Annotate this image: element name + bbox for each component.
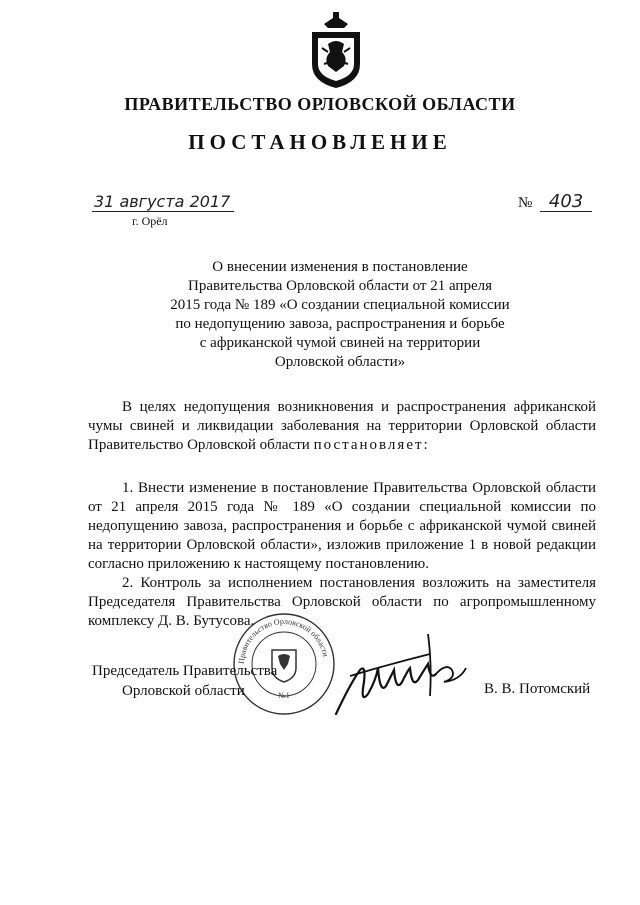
coat-of-arms-emblem <box>304 12 368 90</box>
handwritten-signature <box>330 624 470 724</box>
resolves-word: постановляет: <box>313 437 430 453</box>
document-number <box>518 193 592 212</box>
subject-line: Орловской области» <box>274 354 406 370</box>
subject-line: О внесении изменения в постановление <box>212 259 468 275</box>
handwritten-date: 31 августа 2017 <box>92 193 234 212</box>
intro-text: В целях недопущения возникновения и распространения африканской чумы свиней и ликвидации заболевания на территории Орловской области Правительство Орловской области <box>88 399 596 453</box>
subject-line: Правительства Орловской области от 21 апреля <box>188 278 492 294</box>
city-label: г. Орёл <box>132 214 168 228</box>
position-line-2: Орловской области <box>122 683 245 699</box>
stamp-number: №1 <box>278 691 290 700</box>
subject-line: 2015 года № 189 «О создании специальной комиссии <box>170 297 510 313</box>
subject-line: по недопущению завоза, распространения и борьбе <box>175 316 505 332</box>
signatory-name: В. В. Потомский <box>484 681 591 697</box>
document-subject <box>140 258 540 372</box>
number-label: № <box>518 195 533 211</box>
document-type-title: ПОСТАНОВЛЕНИЕ <box>188 130 452 154</box>
item-2-paragraph: 2. Контроль за исполнением постановления возложить на заместителя Председателя Правительства Орловской области по агропромышленному комплексу Д. В. Бутусова. <box>88 575 596 629</box>
item-1-paragraph: 1. Внести изменение в постановление Правительства Орловской области от 21 апреля 2015 года № 189 «О создании специальной комиссии по недопущению завоза, распространения и борьбе с африканской чумой свиней на территории Орловской области», изложив приложение 1 в новой редакции согласно приложению к настоящему постановлению. <box>88 480 596 572</box>
stamp-text: Правительство Орловской области <box>236 616 331 665</box>
handwritten-number: 403 <box>540 193 592 212</box>
subject-line: с африканской чумой свиней на территории <box>199 335 481 351</box>
signatory-position <box>92 661 277 701</box>
position-line-1: Председатель Правительства <box>92 663 278 679</box>
government-title: ПРАВИТЕЛЬСТВО ОРЛОВСКОЙ ОБЛАСТИ <box>124 94 516 114</box>
intro-paragraph <box>88 398 596 455</box>
document-body <box>88 398 596 631</box>
